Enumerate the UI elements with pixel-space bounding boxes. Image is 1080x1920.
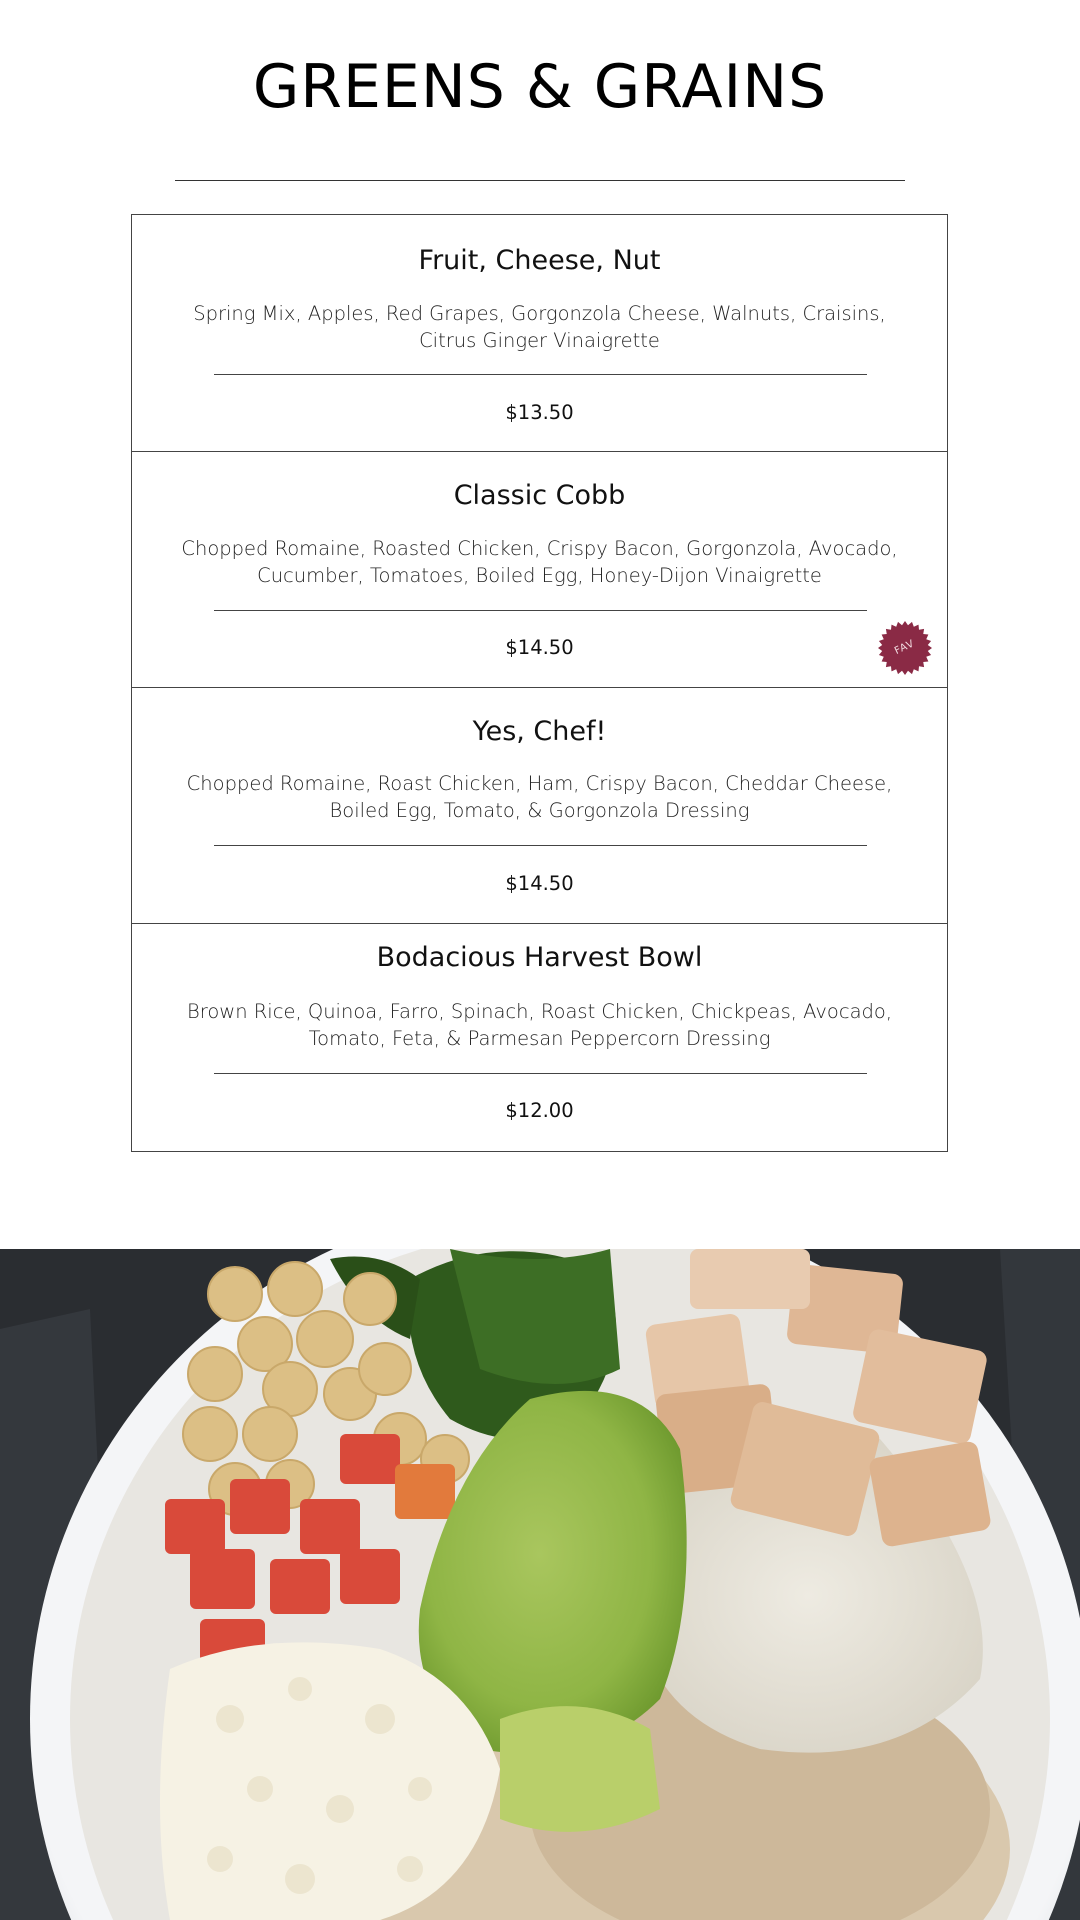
item-price: $14.50 <box>505 872 574 895</box>
item-price: $12.00 <box>505 1099 574 1122</box>
item-divider <box>214 845 867 846</box>
title-divider <box>175 180 905 181</box>
item-name: Yes, Chef! <box>472 716 607 747</box>
item-name: Fruit, Cheese, Nut <box>418 245 661 276</box>
menu-item <box>132 688 947 924</box>
item-description: Brown Rice, Quinoa, Farro, Spinach, Roast Chicken, Chickpeas, Avocado, Tomato, Feta, & Parmesan Peppercorn Dressing <box>186 1000 893 1050</box>
item-description: Chopped Romaine, Roast Chicken, Ham, Crispy Bacon, Cheddar Cheese, Boiled Egg, Tomato, & Gorgonzola Dressing <box>186 772 893 822</box>
harvest-bowl-image <box>0 1249 1080 1920</box>
menu-item <box>132 215 947 452</box>
item-description: Chopped Romaine, Roasted Chicken, Crispy Bacon, Gorgonzola, Avocado, Cucumber, Tomatoes, Boiled Egg, Honey-Dijon Vinaigrette <box>181 537 898 587</box>
page-title: GREENS & GRAINS <box>252 52 828 122</box>
item-price: $14.50 <box>505 636 574 659</box>
food-photo <box>0 1249 1080 1920</box>
item-name: Classic Cobb <box>453 480 626 511</box>
item-name: Bodacious Harvest Bowl <box>376 942 703 973</box>
menu-item <box>132 924 947 1153</box>
menu-list <box>131 214 948 1152</box>
item-divider <box>214 1073 867 1074</box>
item-divider <box>214 374 867 375</box>
item-divider <box>214 610 867 611</box>
fav-badge <box>877 620 933 676</box>
item-price: $13.50 <box>505 401 574 424</box>
menu-item <box>132 452 947 688</box>
fav-label: FAV <box>892 638 917 657</box>
item-description: Spring Mix, Apples, Red Grapes, Gorgonzola Cheese, Walnuts, Craisins, Citrus Ginger Vinaigrette <box>193 302 886 352</box>
